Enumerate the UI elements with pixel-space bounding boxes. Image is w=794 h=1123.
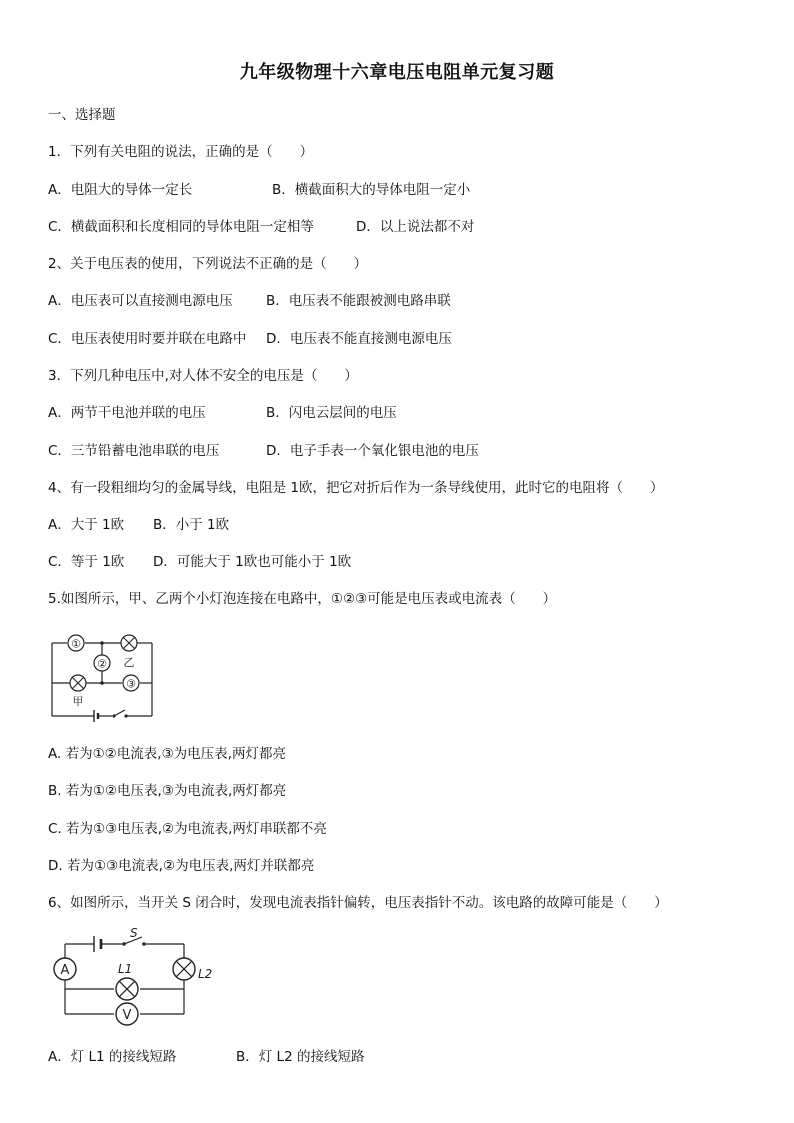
q1-option-d: D．以上说法都不对 — [356, 219, 475, 235]
circuit-diagram-q5 — [48, 630, 158, 722]
q5-option-d: D. 若为①③电流表,②为电压表,两灯并联都亮 — [48, 858, 315, 874]
q4-option-d: D．可能大于 1欧也可能小于 1欧 — [153, 554, 352, 570]
lamp-l2-icon — [173, 958, 195, 980]
lamp-l1-icon — [116, 978, 138, 1000]
question-5-stem: 5.如图所示，甲、乙两个小灯泡连接在电路中，①②③可能是电压表或电流表（ ） — [48, 591, 557, 607]
voltmeter-label: V — [122, 1008, 132, 1023]
q2-option-d: D．电压表不能直接测电源电压 — [266, 331, 452, 347]
section-heading: 一、选择题 — [48, 107, 116, 123]
lamp-jia-icon — [70, 675, 86, 691]
question-4-stem: 4、有一段粗细均匀的金属导线，电阻是 1欧，把它对折后作为一条导线使用，此时它的电阻将（ ） — [48, 480, 664, 496]
q3-option-c: C．三节铅蓄电池串联的电压 — [48, 443, 220, 459]
q6-option-b: B．灯 L2 的接线短路 — [236, 1049, 365, 1065]
q5-option-c: C. 若为①③电压表,②为电流表,两灯串联都不亮 — [48, 821, 327, 837]
q3-option-d: D．电子手表一个氧化银电池的电压 — [266, 443, 479, 459]
q2-option-a: A．电压表可以直接测电源电压 — [48, 293, 233, 309]
q4-option-c: C．等于 1欧 — [48, 554, 125, 570]
q5-option-b: B. 若为①②电压表,③为电流表,两灯都亮 — [48, 783, 287, 799]
question-6-stem: 6、如图所示，当开关 S 闭合时，发现电流表指针偏转，电压表指针不动。该电路的故障可能是（ ） — [48, 895, 668, 911]
question-2-stem: 2、关于电压表的使用，下列说法不正确的是（ ） — [48, 256, 368, 272]
document-title: 九年级物理十六章电压电阻单元复习题 — [239, 62, 555, 83]
question-1-stem: 1．下列有关电阻的说法，正确的是（ ） — [48, 144, 314, 160]
meter-2-label: ② — [97, 657, 107, 671]
q1-option-a: A．电阻大的导体一定长 — [48, 182, 193, 198]
lamp-l1-label: L1 — [118, 962, 133, 976]
q6-option-a: A．灯 L1 的接线短路 — [48, 1049, 177, 1065]
q4-option-a: A．大于 1欧 — [48, 517, 125, 533]
battery-icon — [94, 936, 101, 952]
q5-option-a: A. 若为①②电流表,③为电压表,两灯都亮 — [48, 746, 286, 762]
q3-option-a: A．两节干电池并联的电压 — [48, 405, 206, 421]
switch-label: S — [130, 928, 138, 940]
q1-option-c: C．横截面积和长度相同的导体电阻一定相等 — [48, 219, 314, 235]
q2-option-c: C．电压表使用时要并联在电路中 — [48, 331, 247, 347]
q3-option-b: B．闪电云层间的电压 — [266, 405, 397, 421]
lamp-jia-label: 甲 — [72, 695, 84, 708]
question-3-stem: 3．下列几种电压中,对人体不安全的电压是（ ） — [48, 368, 358, 384]
circuit-diagram-q6 — [48, 928, 220, 1028]
lamp-l2-label: L2 — [198, 967, 213, 981]
lamp-yi-label: 乙 — [123, 656, 135, 669]
meter-3-label: ③ — [126, 677, 136, 691]
lamp-yi-icon — [121, 635, 137, 651]
q1-option-b: B．横截面积大的导体电阻一定小 — [272, 182, 471, 198]
meter-1-label: ① — [71, 637, 81, 651]
battery-icon — [94, 710, 98, 722]
switch-icon — [112, 710, 127, 718]
ammeter-label: A — [60, 963, 70, 978]
q2-option-b: B．电压表不能跟被测电路串联 — [266, 293, 451, 309]
q4-option-b: B．小于 1欧 — [153, 517, 230, 533]
